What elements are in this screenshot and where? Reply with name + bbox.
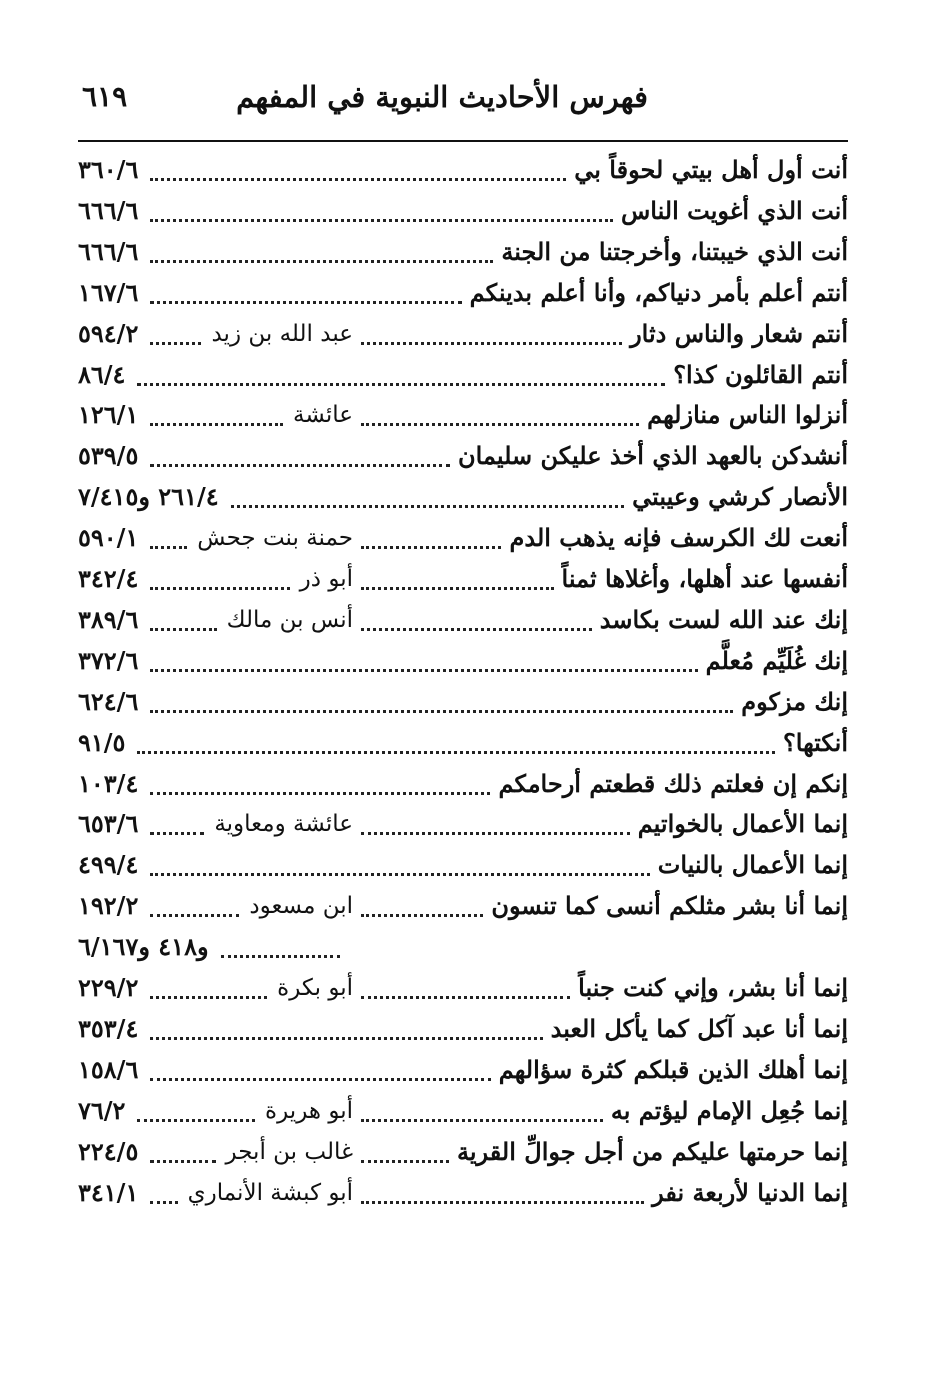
dot-leader [137, 343, 665, 386]
volume-page-reference: ١٢٦/١ [78, 400, 139, 430]
dot-leader [137, 711, 775, 754]
volume-page-reference: ٦٦٦/٦ [78, 195, 139, 225]
volume-page-reference: ٨٦/٤ [78, 359, 126, 389]
volume-page-reference: ٩١/٥ [78, 727, 126, 757]
narrator-name: أبو بكرة [277, 975, 353, 1001]
hadith-text: إنما الدنيا لأربعة نفر [652, 1177, 848, 1207]
dot-leader [137, 1079, 255, 1122]
hadith-text: أنكتها؟ [783, 727, 848, 757]
hadith-text: أنعت لك الكرسف فإنه يذهب الدم [509, 523, 848, 553]
narrator-name: ابن مسعود [249, 893, 353, 920]
volume-page-reference: ١٠٣/٤ [78, 768, 139, 798]
hadith-text: إنما جُعِل الإمام ليؤتم به [610, 1095, 848, 1125]
narrator-name: غالب بن أبجر [225, 1138, 353, 1165]
dot-leader [150, 997, 542, 1040]
dot-leader [150, 547, 289, 590]
dot-leader [221, 915, 340, 958]
dot-leader [361, 792, 630, 835]
narrator-name: عبد الله بن زيد [211, 320, 353, 347]
hadith-text: إنك مزكوم [741, 686, 848, 716]
volume-page-reference: ١٥٨/٦ [78, 1054, 139, 1084]
narrator-name: أبو هريرة [265, 1097, 353, 1124]
dot-leader [150, 138, 566, 181]
hadith-text: أنت الذي أغويت الناس [620, 195, 848, 225]
dot-leader [150, 220, 493, 263]
dot-leader [150, 383, 283, 426]
volume-page-reference: ٥٩٤/٢ [78, 318, 139, 348]
dot-leader [361, 1120, 449, 1163]
narrator-name: أبو كبشة الأنماري [187, 1179, 353, 1206]
narrator-name: عائشة ومعاوية [214, 811, 353, 838]
hadith-text: إنما أنا بشر مثلكم أنسى كما تنسون [491, 891, 848, 921]
dot-leader [361, 588, 592, 631]
hadith-text: إنما أنا عبد آكل كما يأكل العبد [550, 1013, 848, 1043]
dot-leader [150, 833, 649, 876]
index-entry [78, 886, 848, 926]
hadith-text: إنك عند الله لست بكاسد [599, 604, 848, 634]
hadith-text: أنفسها عند أهلها، وأغلاها ثمناً [561, 564, 848, 593]
volume-page-reference: ٣٧٢/٦ [78, 645, 139, 675]
dot-leader [361, 874, 483, 917]
dot-leader [150, 261, 461, 304]
hadith-text: أنزلوا الناس منازلهم [647, 400, 848, 430]
dot-leader [231, 465, 625, 508]
volume-page-reference: ٧٦/٢ [78, 1095, 126, 1125]
narrator-name: عائشة [293, 402, 353, 429]
dot-leader [150, 179, 613, 222]
index-entry [78, 1173, 848, 1213]
volume-page-reference: ٦٢٤/٦ [78, 686, 139, 716]
volume-page-reference: ٥٩٠/١ [78, 523, 139, 553]
hadith-text: إنما الأعمال بالنيات [657, 850, 848, 880]
hadith-text: أنت الذي خيبتنا، وأخرجتنا من الجنة [501, 236, 848, 266]
volume-page-reference: ٦٦٦/٦ [78, 236, 139, 266]
volume-page-reference: ٢٢٩/٢ [78, 973, 139, 1002]
hadith-text: أنتم شعار والناس دثار [630, 318, 848, 348]
hadith-text: أنتم القائلون كذا؟ [673, 359, 848, 389]
hadith-text: إنك غُلَيِّم مُعلَّم [705, 645, 848, 675]
volume-page-reference: ٢٦١/٤ و٧/٤١٥ [78, 482, 219, 512]
dot-leader [361, 547, 554, 590]
dot-leader [361, 383, 639, 426]
volume-page-reference: ٣٤٢/٤ [78, 564, 139, 593]
dot-leader [150, 1038, 490, 1081]
dot-leader [150, 670, 733, 713]
dot-leader [150, 1161, 177, 1204]
dot-leader [150, 506, 187, 549]
volume-page-reference: ٣٦٠/٦ [78, 155, 139, 184]
narrator-name: أبو ذر [299, 566, 353, 592]
dot-leader [150, 424, 450, 467]
page-title: فهرس الأحاديث النبوية في المفهم [236, 80, 648, 114]
narrator-name: أنس بن مالك [226, 606, 353, 633]
dot-leader [361, 956, 570, 999]
dot-leader [150, 588, 216, 631]
dot-leader [150, 752, 490, 795]
dot-leader [150, 1120, 215, 1163]
hadith-text: الأنصار كرشي وعيبتي [632, 482, 848, 512]
dot-leader [361, 506, 501, 549]
dot-leader [150, 956, 267, 999]
dot-leader [150, 302, 201, 345]
volume-page-reference: ٣٨٩/٦ [78, 604, 139, 634]
dot-leader [150, 792, 204, 835]
hadith-text: إنما أنا بشر، وإني كنت جنباً [578, 973, 848, 1002]
dot-leader [361, 302, 622, 345]
volume-page-reference: ٣٤١/١ [78, 1177, 139, 1207]
page-header [78, 72, 848, 128]
page-number: ٦١٩ [82, 80, 128, 113]
volume-page-reference: و٤١٨ و٦/١٦٧ [78, 932, 209, 962]
volume-page-reference: ١٦٧/٦ [78, 277, 139, 307]
volume-page-reference: ٢٢٤/٥ [78, 1136, 139, 1166]
volume-page-reference: ٦٥٣/٦ [78, 809, 139, 839]
dot-leader [361, 1161, 644, 1204]
dot-leader [150, 629, 697, 672]
hadith-text: إنكم إن فعلتم ذلك قطعتم أرحامكم [498, 768, 848, 798]
hadith-text: أنت أول أهل بيتي لحوقاً بي [574, 155, 848, 184]
volume-page-reference: ٥٣٩/٥ [78, 441, 139, 471]
hadith-text: إنما الأعمال بالخواتيم [637, 809, 848, 839]
volume-page-reference: ٤٩٩/٤ [78, 850, 139, 880]
hadith-text: أنتم أعلم بأمر دنياكم، وأنا أعلم بدينكم [469, 277, 848, 307]
index-page [78, 72, 848, 1207]
narrator-name: حمنة بنت جحش [197, 525, 353, 552]
dot-leader [361, 1079, 603, 1122]
hadith-text: إنما حرمتها عليكم من أجل جوالِّ القرية [456, 1136, 848, 1166]
volume-page-reference: ٣٥٣/٤ [78, 1013, 139, 1043]
volume-page-reference: ١٩٢/٢ [78, 891, 139, 921]
dot-leader [150, 874, 239, 917]
hadith-text: إنما أهلك الذين قبلكم كثرة سؤالهم [498, 1054, 848, 1084]
hadith-text: أنشدكن بالعهد الذي أخذ عليكن سليمان [458, 441, 848, 471]
